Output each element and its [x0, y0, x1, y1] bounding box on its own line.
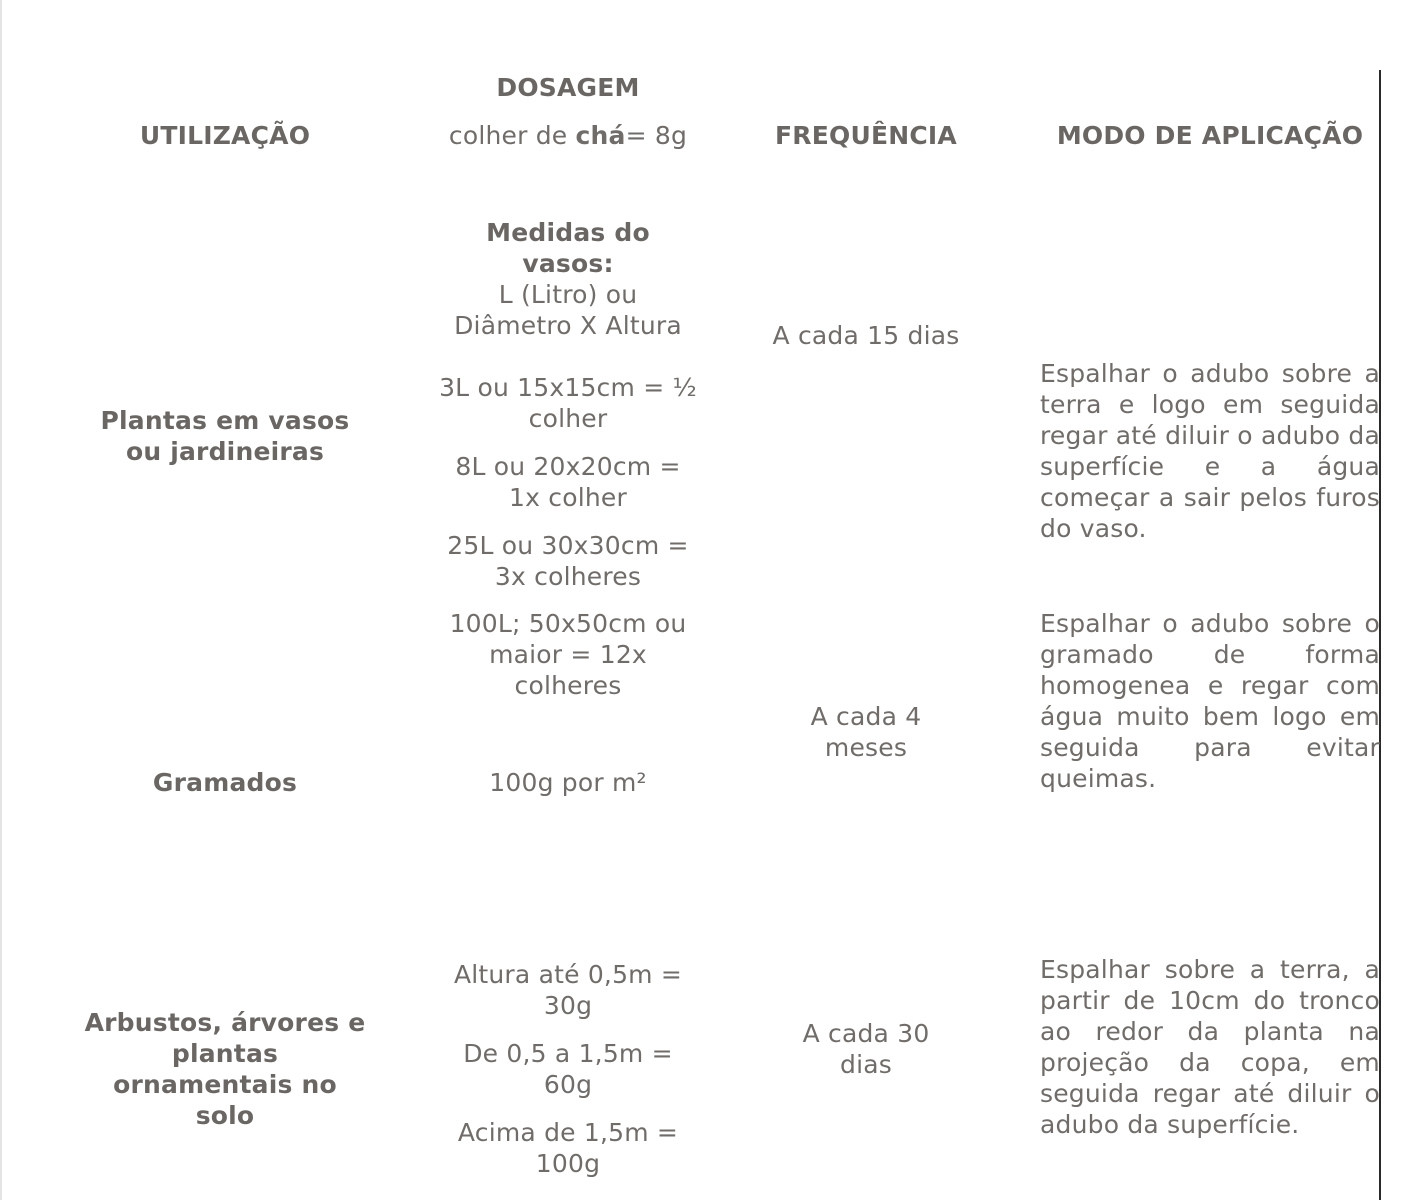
- row-arbustos-dosagem-item-1-line2: 30g: [543, 991, 593, 1020]
- header-dosagem-sub-prefix: colher de: [448, 121, 576, 150]
- row-vasos-dosagem-item-1: [418, 372, 718, 434]
- header-dosagem-sub-bold: chá: [575, 121, 626, 150]
- row-gramados-frequencia-line2: meses: [824, 733, 908, 762]
- row-vasos-dosagem-subtitle: [418, 279, 718, 341]
- row-vasos-modo-aplicacao: Espalhar o adubo sobre a terra e logo em seguida regar até diluir o adubo da superfície e a água começar a sair pelos furos do vaso.: [1040, 359, 1380, 543]
- row-arbustos-dosagem-item-2: [418, 1038, 718, 1100]
- row-vasos-dosagem-item-1-line1: 3L ou 15x15cm = ½: [439, 373, 697, 402]
- header-modo-aplicacao: MODO DE APLICAÇÃO: [1056, 121, 1364, 150]
- row-arbustos-utilizacao-line4: solo: [195, 1101, 255, 1130]
- row-vasos-dosagem-subtitle-line2: Diâmetro X Altura: [454, 311, 682, 340]
- row-arbustos-utilizacao-line2: plantas: [171, 1039, 279, 1068]
- row-vasos-utilizacao-line1: Plantas em vasos: [100, 406, 350, 435]
- row-arbustos-frequencia: [716, 1018, 1016, 1080]
- header-frequencia: FREQUÊNCIA: [775, 121, 957, 150]
- row-gramados-frequencia: [716, 701, 1016, 763]
- row-vasos-dosagem-item-2: [418, 451, 718, 513]
- row-arbustos-utilizacao: [75, 1007, 375, 1131]
- row-vasos-dosagem-title: [418, 217, 718, 279]
- row-vasos-frequencia-line1: A cada 15 dias: [772, 321, 960, 350]
- row-vasos-utilizacao: [75, 405, 375, 467]
- row-arbustos-dosagem-item-3-line1: Acima de 1,5m =: [457, 1118, 679, 1147]
- row-arbustos-dosagem-item-3-line2: 100g: [535, 1149, 601, 1178]
- row-gramados-utilizacao: [75, 767, 375, 798]
- row-vasos-dosagem-item-3: [418, 530, 718, 592]
- row-gramados-frequencia-line1: A cada 4: [810, 702, 922, 731]
- page-edge-left: [0, 0, 2, 1200]
- row-vasos-utilizacao-line2: ou jardineiras: [125, 437, 325, 466]
- row-gramados-dosagem-item-1: [418, 767, 718, 798]
- header-dosagem: DOSAGEM: [496, 73, 640, 102]
- row-gramados-dosagem-item-1-line1: 100g por m²: [489, 768, 647, 797]
- row-gramados-utilizacao-line1: Gramados: [152, 768, 298, 797]
- header-utilizacao: UTILIZAÇÃO: [139, 121, 311, 150]
- row-vasos-dosagem-subtitle-line1: L (Litro) ou: [498, 280, 638, 309]
- row-vasos-dosagem-title-line2: vasos:: [522, 249, 614, 278]
- row-vasos-dosagem-item-4-line1: 100L; 50x50cm ou: [449, 609, 687, 638]
- row-vasos-dosagem-item-4-line3: colheres: [514, 671, 622, 700]
- row-arbustos-dosagem-item-2-line2: 60g: [543, 1070, 593, 1099]
- row-vasos-dosagem-item-4: [418, 608, 718, 701]
- row-vasos-frequencia: [716, 320, 1016, 351]
- row-arbustos-modo-aplicacao: Espalhar sobre a terra, a partir de 10cm do tronco ao redor da planta na projeção da copa, em seguida regar até diluir o adubo da superfície.: [1040, 955, 1380, 1139]
- row-arbustos-frequencia-line2: dias: [840, 1050, 892, 1079]
- row-arbustos-dosagem-item-2-line1: De 0,5 a 1,5m =: [463, 1039, 673, 1068]
- row-vasos-dosagem-item-2-line1: 8L ou 20x20cm =: [455, 452, 681, 481]
- row-vasos-dosagem-item-2-line2: 1x colher: [509, 483, 627, 512]
- row-gramados-modo-aplicacao: Espalhar o adubo sobre o gramado de forma homogenea e regar com água muito bem logo em seguida para evitar queimas.: [1040, 609, 1380, 793]
- row-vasos-dosagem-title-line1: Medidas do: [486, 218, 650, 247]
- row-arbustos-frequencia-line1: A cada 30: [802, 1019, 930, 1048]
- row-arbustos-utilizacao-line1: Arbustos, árvores e: [84, 1008, 366, 1037]
- row-arbustos-dosagem-item-1-line1: Altura até 0,5m =: [453, 960, 683, 989]
- row-vasos-dosagem-item-1-line2: colher: [528, 404, 608, 433]
- header-dosagem-sub-suffix: = 8g: [625, 121, 688, 150]
- row-vasos-dosagem-item-4-line2: maior = 12x: [489, 640, 647, 669]
- row-arbustos-dosagem-item-1: [418, 959, 718, 1021]
- row-arbustos-dosagem-item-3: [418, 1117, 718, 1179]
- row-vasos-dosagem-item-3-line2: 3x colheres: [494, 562, 642, 591]
- row-arbustos-utilizacao-line3: ornamentais no: [113, 1070, 337, 1099]
- header-dosagem-subtitle: [418, 120, 718, 151]
- row-vasos-dosagem-item-3-line1: 25L ou 30x30cm =: [447, 531, 689, 560]
